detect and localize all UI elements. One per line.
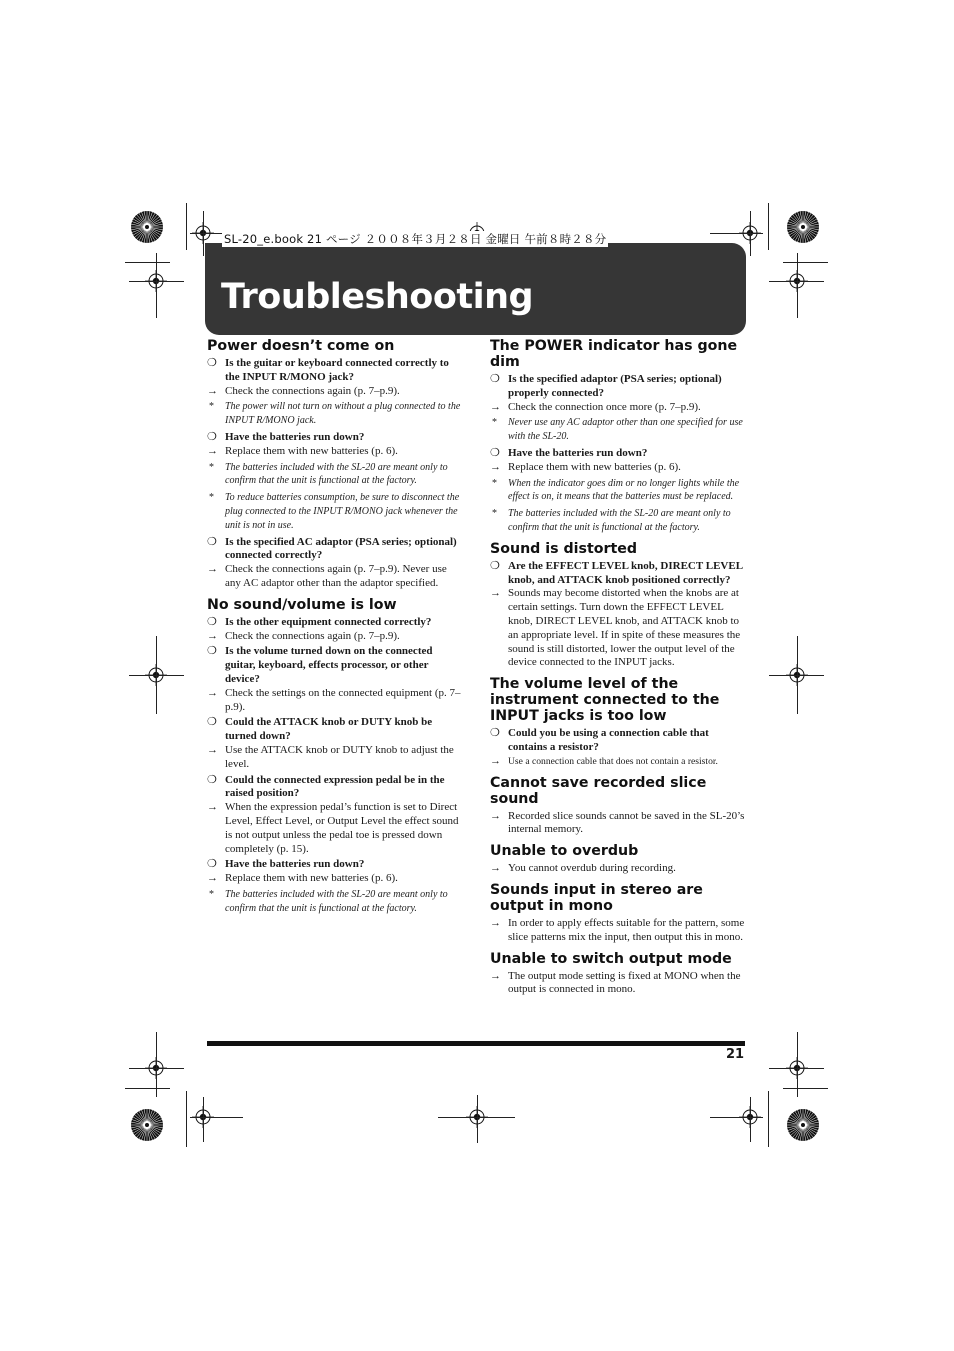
answer-item-text: You cannot overdub during recording. <box>508 862 676 875</box>
question-item <box>490 560 750 588</box>
arrow-right-icon: → <box>207 629 218 642</box>
print-wheel-icon <box>130 210 164 244</box>
crop-mark-icon <box>768 203 769 250</box>
question-item <box>207 858 465 872</box>
troubleshooting-section <box>207 597 465 916</box>
section-heading: Cannot save recorded slice sound <box>490 774 707 807</box>
troubleshooting-section <box>490 775 750 838</box>
arrow-right-icon: → <box>490 862 501 875</box>
answer-item-text: When the expression pedal’s function is set to Direct Level, Effect Level, or Output Level the effect sound is not output unless the pedal toe is pressed down completely (p. 15). <box>225 801 459 855</box>
crop-mark-icon <box>797 1032 798 1097</box>
crop-mark-icon <box>156 253 157 318</box>
answer-item <box>490 401 750 415</box>
answer-item <box>490 587 750 670</box>
right-column <box>490 338 750 1003</box>
crop-mark-icon <box>186 203 187 250</box>
troubleshooting-section <box>490 843 750 876</box>
note-star-icon: * <box>209 401 214 413</box>
arrow-right-icon: → <box>490 460 501 473</box>
arrow-right-icon: → <box>490 587 501 600</box>
question-item-text: Could you be using a connection cable that contains a resistor? <box>508 727 709 753</box>
arrow-right-icon: → <box>207 743 218 756</box>
answer-item <box>207 563 465 591</box>
crop-mark-icon <box>156 636 157 714</box>
answer-item <box>207 445 465 459</box>
question-bullet-icon: ❍ <box>207 773 217 786</box>
question-item-text: Are the EFFECT LEVEL knob, DIRECT LEVEL knob, and ATTACK knob positioned correctly? <box>508 559 743 586</box>
question-item <box>490 373 750 401</box>
crop-mark-icon <box>477 1095 478 1143</box>
arrow-right-icon: → <box>490 969 501 982</box>
answer-item-text: Use a connection cable that does not contain a resistor. <box>508 755 718 767</box>
question-item-text: Have the batteries run down? <box>225 430 365 443</box>
question-item-text: Is the guitar or keyboard connected correctly to the INPUT R/MONO jack? <box>225 357 449 383</box>
answer-item <box>207 687 465 715</box>
question-item-text: Have the batteries run down? <box>508 446 648 459</box>
crop-mark-icon <box>783 1088 828 1089</box>
print-wheel-icon <box>130 1108 164 1142</box>
crop-mark-icon <box>156 1032 157 1097</box>
question-bullet-icon: ❍ <box>490 446 500 459</box>
section-heading: No sound/volume is low <box>207 596 397 613</box>
question-item <box>490 447 750 461</box>
section-heading: Sounds input in stereo are output in mono <box>490 881 703 914</box>
crop-mark-icon <box>750 1097 751 1142</box>
note-item <box>207 400 465 428</box>
crop-mark-icon <box>186 1091 187 1147</box>
crop-mark-icon <box>783 262 828 263</box>
section-heading: Unable to overdub <box>490 843 639 860</box>
arrow-right-icon: → <box>490 754 501 767</box>
section-heading: Sound is distorted <box>490 540 638 557</box>
troubleshooting-section <box>490 338 750 535</box>
question-item-text: Could the ATTACK knob or DUTY knob be turned down? <box>225 716 433 743</box>
answer-item-text: Replace them with new batteries (p. 6). <box>225 444 398 457</box>
question-bullet-icon: ❍ <box>490 373 500 385</box>
footer-rule <box>207 1041 745 1046</box>
note-item-text: To reduce batteries consumption, be sure to disconnect the plug connected to the INPUT R/MONO jack whenever the unit is not in use. <box>225 492 460 531</box>
note-star-icon: * <box>209 461 214 473</box>
troubleshooting-section <box>490 951 750 998</box>
answer-item-text: Check the connections again (p. 7–p.9). Never use any AC adaptor other than the adaptor specified. <box>225 563 447 589</box>
arrow-right-icon: → <box>207 563 218 576</box>
arrow-right-icon: → <box>207 801 218 814</box>
crop-mark-icon <box>125 1088 170 1089</box>
section-heading: The volume level of the instrument connected to the INPUT jacks is too low <box>490 676 720 725</box>
arrow-right-icon: → <box>207 384 218 397</box>
arrow-right-icon: → <box>207 444 218 457</box>
print-wheel-icon <box>786 210 820 244</box>
answer-item <box>490 755 750 769</box>
answer-item-text: Sounds may become distorted when the knobs are at certain settings. Turn down the EFFECT LEVEL knob, DIRECT LEVEL knob, and ATTACK knob to an appropriate level. If in spite of these measures the sound is still distorted, lower the output level of the device connected to the INPUT jacks. <box>508 587 741 669</box>
question-item-text: Is the other equipment connected correctly? <box>225 615 432 628</box>
note-item-text: When the indicator goes dim or no longer lights while the effect is on, it means that the batteries must be replaced. <box>508 477 740 503</box>
answer-item <box>490 917 750 945</box>
note-item-text: The batteries included with the SL-20 are meant only to confirm that the unit is functional at the factory. <box>508 508 731 533</box>
question-bullet-icon: ❍ <box>207 430 217 443</box>
crop-mark-icon <box>203 211 204 256</box>
crop-mark-icon <box>710 233 763 234</box>
troubleshooting-section <box>207 338 465 591</box>
answer-item-text: Check the connections again (p. 7–p.9). <box>225 629 400 642</box>
answer-item-text: Check the settings on the connected equipment (p. 7–p.9). <box>225 686 461 713</box>
section-heading: The POWER indicator has gone dim <box>490 338 738 370</box>
question-bullet-icon: ❍ <box>207 535 217 548</box>
answer-item <box>490 461 750 475</box>
question-bullet-icon: ❍ <box>207 645 217 658</box>
troubleshooting-section <box>490 882 750 945</box>
answer-item <box>490 970 750 998</box>
question-item-text: Have the batteries run down? <box>225 858 365 871</box>
answer-item <box>490 810 750 838</box>
question-item <box>490 727 750 755</box>
note-star-icon: * <box>209 492 214 504</box>
crop-mark-icon <box>797 253 798 318</box>
crop-mark-icon <box>797 636 798 714</box>
question-bullet-icon: ❍ <box>490 727 500 740</box>
answer-item-text: The output mode setting is fixed at MONO when the output is connected in mono. <box>508 969 741 996</box>
answer-item <box>207 872 465 886</box>
note-item-text: The batteries included with the SL-20 are meant only to confirm that the unit is functional at the factory. <box>225 888 448 914</box>
arrow-right-icon: → <box>207 686 218 699</box>
crop-mark-icon <box>710 1117 763 1118</box>
question-item <box>207 536 465 564</box>
answer-item-text: Check the connections again (p. 7–p.9). <box>225 384 400 397</box>
crop-mark-icon <box>750 211 751 256</box>
question-item <box>207 431 465 445</box>
print-wheel-icon <box>786 1108 820 1142</box>
answer-item-text: Recorded slice sounds cannot be saved in the SL-20’s internal memory. <box>508 809 745 836</box>
note-item <box>207 888 465 916</box>
crop-mark-icon <box>190 1117 243 1118</box>
section-heading: Unable to switch output mode <box>490 950 732 967</box>
troubleshooting-section <box>490 541 750 670</box>
arrow-right-icon: → <box>490 400 501 413</box>
answer-item <box>207 385 465 399</box>
question-item-text: Is the specified adaptor (PSA series; optional) properly connected? <box>508 373 722 399</box>
page-title: Troubleshooting <box>221 277 534 317</box>
note-item <box>490 477 750 505</box>
answer-item <box>207 801 465 856</box>
answer-item <box>490 862 750 876</box>
question-bullet-icon: ❍ <box>207 615 217 628</box>
arrow-right-icon: → <box>207 872 218 885</box>
note-item-text: The power will not turn on without a plug connected to the INPUT R/MONO jack. <box>225 401 461 427</box>
book-info-header: SL-20_e.book 21 ページ ２００８年３月２８日 金曜日 午前８時２８分 <box>224 232 607 246</box>
question-item-text: Is the volume turned down on the connected guitar, keyboard, effects processor, or other device? <box>225 645 433 685</box>
question-item <box>207 357 465 385</box>
question-bullet-icon: ❍ <box>490 559 500 572</box>
answer-item-text: Check the connection once more (p. 7–p.9). <box>508 400 701 413</box>
answer-item-text: Replace them with new batteries (p. 6). <box>225 872 398 885</box>
question-bullet-icon: ❍ <box>207 716 217 729</box>
note-star-icon: * <box>209 888 214 900</box>
note-star-icon: * <box>492 417 497 429</box>
arrow-right-icon: → <box>490 916 501 929</box>
question-item-text: Could the connected expression pedal be in the raised position? <box>225 773 445 800</box>
crop-mark-icon <box>203 1097 204 1142</box>
answer-item <box>207 630 465 644</box>
arrow-right-icon: → <box>490 809 501 822</box>
question-item <box>207 616 465 630</box>
note-item-text: Never use any AC adaptor other than one specified for use with the SL-20. <box>508 417 743 443</box>
crop-mark-icon <box>768 1091 769 1147</box>
note-star-icon: * <box>492 508 497 520</box>
title-banner <box>205 243 746 335</box>
question-item <box>207 774 465 802</box>
answer-item-text: Use the ATTACK knob or DUTY knob to adjust the level. <box>225 743 454 770</box>
question-item-text: Is the specified AC adaptor (PSA series; optional) connected correctly? <box>225 535 457 562</box>
troubleshooting-section <box>490 676 750 768</box>
note-item <box>207 491 465 532</box>
answer-item-text: In order to apply effects suitable for the pattern, some slice patterns mix the input, then output this in mono. <box>508 916 745 943</box>
section-heading: Power doesn’t come on <box>207 338 395 354</box>
answer-item-text: Replace them with new batteries (p. 6). <box>508 460 681 473</box>
answer-item <box>207 744 465 772</box>
page-number: 21 <box>726 1047 745 1062</box>
question-item <box>207 716 465 744</box>
left-column <box>207 338 465 921</box>
note-item-text: The batteries included with the SL-20 are meant only to confirm that the unit is functional at the factory. <box>225 461 448 487</box>
question-bullet-icon: ❍ <box>207 858 217 871</box>
note-item <box>490 507 750 535</box>
question-bullet-icon: ❍ <box>207 357 217 369</box>
crop-mark-icon <box>125 262 170 263</box>
note-star-icon: * <box>492 477 497 489</box>
question-item <box>207 645 465 686</box>
note-item <box>490 416 750 444</box>
note-item <box>207 461 465 489</box>
